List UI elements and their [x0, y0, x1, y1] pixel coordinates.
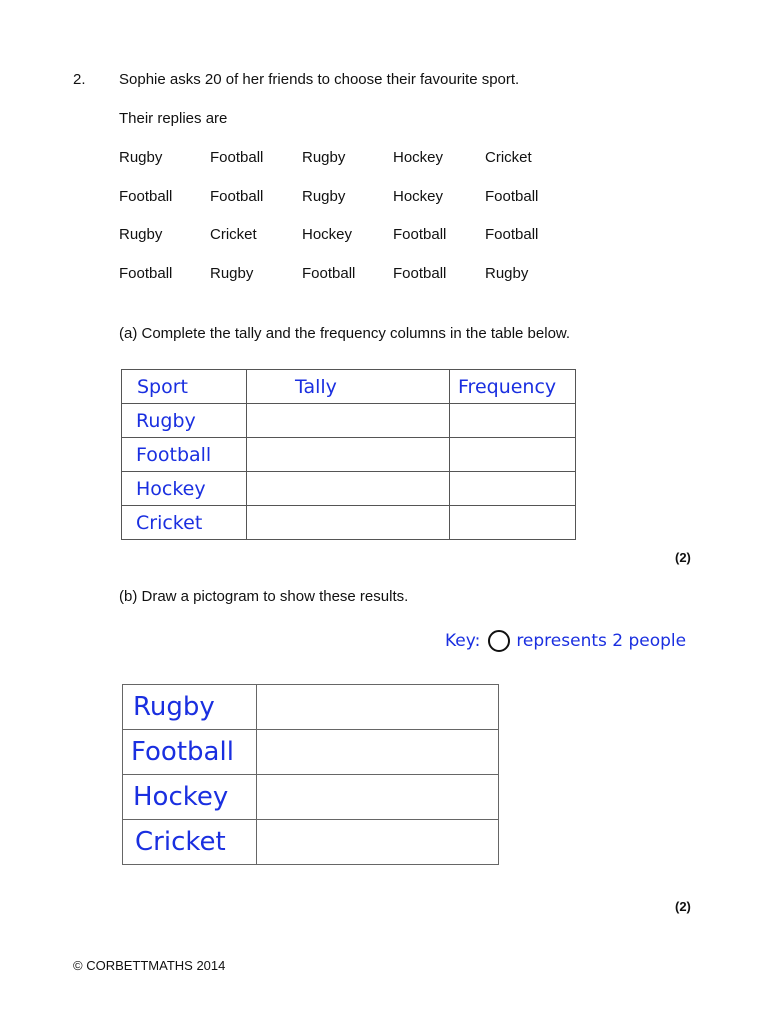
header-tally [247, 370, 450, 404]
reply-word: Hockey [393, 188, 444, 205]
pictogram-cell[interactable] [257, 775, 499, 820]
replies-label: Their replies are [119, 110, 228, 127]
reply-word: Rugby [302, 149, 346, 166]
sport-cell [122, 506, 247, 540]
reply-word: Football [210, 149, 264, 166]
part-a-instruction: (a) Complete the tally and the frequency columns in the table below. [119, 325, 571, 342]
pictogram-cell[interactable] [257, 685, 499, 730]
pictogram-key [445, 630, 686, 652]
circle-icon [488, 630, 510, 652]
tally-cell[interactable] [247, 506, 450, 540]
sport-label: Rugby [136, 409, 196, 432]
table-row [122, 506, 576, 540]
pictogram-sport-cell [123, 820, 257, 865]
pictogram-sport-label: Hockey [133, 782, 229, 812]
sport-label: Hockey [136, 477, 206, 500]
copyright-footer: © CORBETTMATHS 2014 [73, 958, 226, 973]
sport-label: Cricket [136, 511, 203, 534]
pictogram-table [122, 684, 499, 865]
reply-word: Football [485, 188, 539, 205]
sport-label: Football [136, 443, 212, 466]
question-number: 2. [73, 71, 86, 88]
header-tally-label: Tally [295, 375, 337, 398]
pictogram-sport-label: Football [131, 737, 234, 767]
reply-word: Football [119, 188, 173, 205]
pictogram-cell[interactable] [257, 730, 499, 775]
key-label: Key: [445, 631, 481, 651]
tally-table [121, 369, 576, 540]
frequency-cell[interactable] [450, 438, 576, 472]
table-row [122, 404, 576, 438]
pictogram-sport-label: Cricket [135, 827, 226, 857]
pictogram-sport-cell [123, 775, 257, 820]
pictogram-cell[interactable] [257, 820, 499, 865]
reply-word: Football [393, 265, 447, 282]
part-b-instruction: (b) Draw a pictogram to show these results. [119, 588, 409, 605]
reply-word: Football [302, 265, 356, 282]
reply-word: Rugby [119, 226, 163, 243]
reply-word: Football [485, 226, 539, 243]
reply-word: Football [210, 188, 264, 205]
reply-word: Football [119, 265, 173, 282]
tally-header-row [122, 370, 576, 404]
sport-cell [122, 472, 247, 506]
reply-word: Rugby [119, 149, 163, 166]
header-sport-label: Sport [137, 375, 189, 398]
part-b-marks: (2) [675, 899, 691, 914]
reply-word: Rugby [210, 265, 254, 282]
frequency-cell[interactable] [450, 404, 576, 438]
table-row [122, 472, 576, 506]
table-row [123, 730, 499, 775]
sport-cell [122, 404, 247, 438]
table-row [122, 438, 576, 472]
frequency-cell[interactable] [450, 506, 576, 540]
question-intro: Sophie asks 20 of her friends to choose their favourite sport. [119, 71, 520, 88]
table-row [123, 820, 499, 865]
header-frequency [450, 370, 576, 404]
tally-cell[interactable] [247, 404, 450, 438]
key-text: represents 2 people [516, 631, 687, 651]
reply-word: Hockey [393, 149, 444, 166]
reply-word: Football [393, 226, 447, 243]
reply-word: Rugby [485, 265, 529, 282]
part-a-marks: (2) [675, 550, 691, 565]
tally-cell[interactable] [247, 438, 450, 472]
pictogram-sport-cell [123, 730, 257, 775]
pictogram-sport-label: Rugby [133, 692, 215, 722]
table-row [123, 685, 499, 730]
reply-word: Cricket [485, 149, 532, 166]
header-frequency-label: Frequency [458, 375, 557, 398]
header-sport [122, 370, 247, 404]
sport-cell [122, 438, 247, 472]
table-row [123, 775, 499, 820]
reply-word: Rugby [302, 188, 346, 205]
reply-word: Cricket [210, 226, 257, 243]
frequency-cell[interactable] [450, 472, 576, 506]
tally-cell[interactable] [247, 472, 450, 506]
pictogram-sport-cell [123, 685, 257, 730]
reply-word: Hockey [302, 226, 353, 243]
